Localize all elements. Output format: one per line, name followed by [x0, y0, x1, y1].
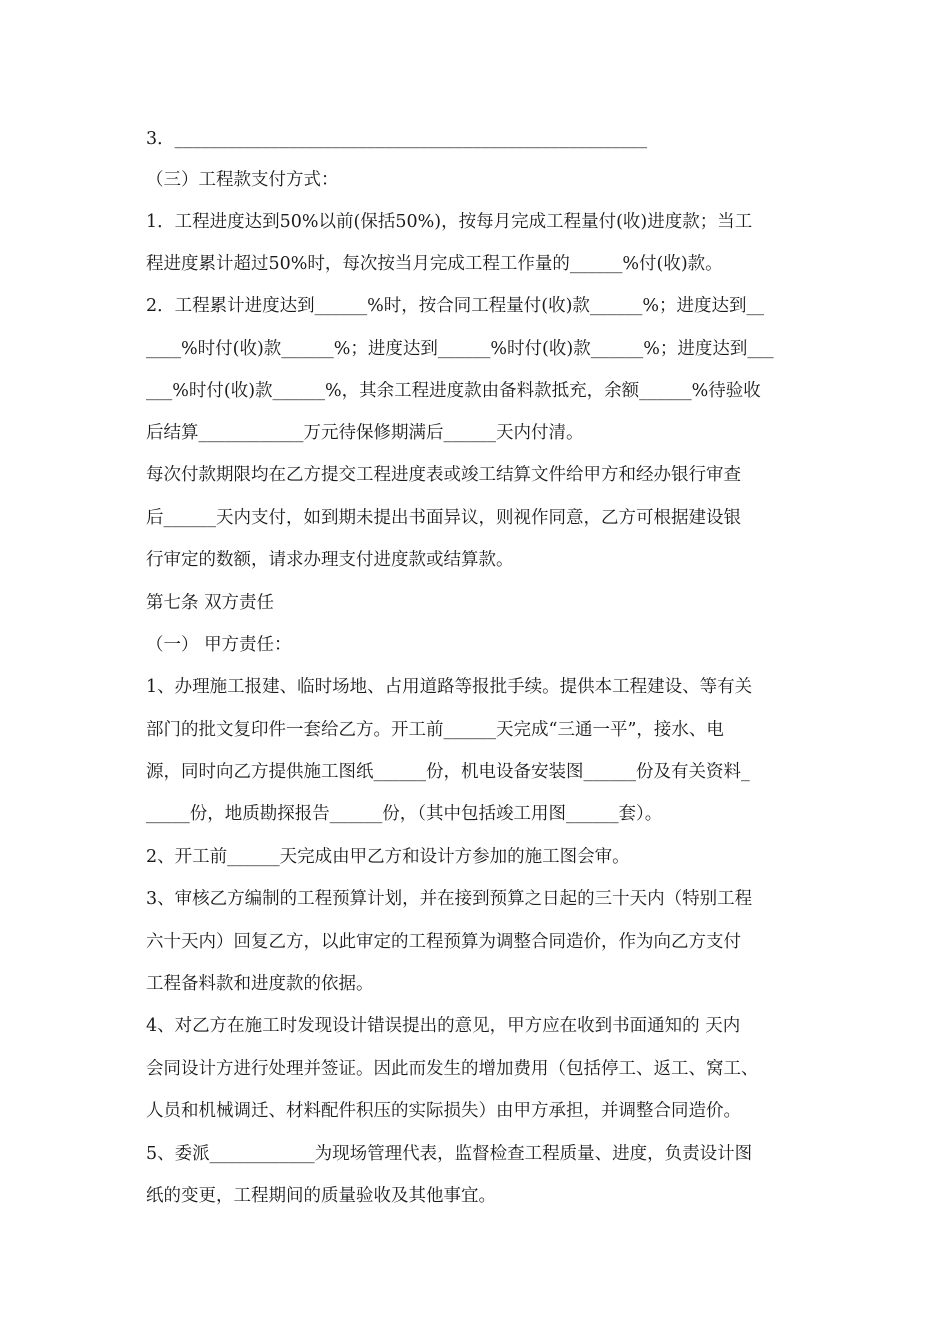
party-a-item-2: 2、开工前______天完成由甲乙方和设计方参加的施工图会审。 [146, 847, 630, 867]
payment-clause-2-line-4: 后结算____________万元待保修期满后______天内付清。 [146, 423, 584, 443]
payment-clause-2-line-2: ____%时付(收)款______%；进度达到______%时付(收)款______%；进度达到___ [146, 339, 774, 359]
party-a-item-1-line-3: 源，同时向乙方提供施工图纸______份，机电设备安装图______份及有关资料_ [146, 762, 750, 782]
party-a-item-1-line-4: _____份，地质勘探报告______份，（其中包括竣工用图______套）。 [146, 804, 663, 824]
party-a-item-4-line-2: 会同设计方进行处理并签证。因此而发生的增加费用（包括停工、返工、窝工、 [146, 1059, 759, 1079]
party-a-responsibility-heading: （一） 甲方责任： [146, 635, 292, 655]
party-a-item-1-line-2: 部门的批文复印件一套给乙方。开工前______天完成“三通一平”，接水、电 [146, 720, 724, 740]
payment-clause-1-line-2: 程进度累计超过50%时，每次按当月完成工程工作量的______%付(收)款。 [146, 254, 723, 274]
party-a-item-3-line-1: 3、审核乙方编制的工程预算计划，并在接到预算之日起的三十天内（特别工程 [146, 889, 753, 909]
payment-period-line-2: 后______天内支付，如到期未提出书面异议，则视作同意，乙方可根据建设银 [146, 508, 741, 528]
payment-clause-2-line-1: 2．工程累计进度达到______%时，按合同工程量付(收)款______%；进度达到__ [146, 296, 765, 316]
party-a-item-4-line-3: 人员和机械调迁、材料配件积压的实际损失）由甲方承担，并调整合同造价。 [146, 1101, 741, 1121]
payment-clause-1-line-1: 1．工程进度达到50%以前(保括50%)，按每月完成工程量付(收)进度款；当工 [146, 212, 753, 232]
item-3-blank-line: 3．______________________________________________________ [146, 129, 648, 149]
party-a-item-4-line-1: 4、对乙方在施工时发现设计错误提出的意见，甲方应在收到书面通知的 天内 [146, 1016, 741, 1036]
party-a-item-5-line-1: 5、委派____________为现场管理代表，监督检查工程质量、进度，负责设计图 [146, 1144, 753, 1164]
party-a-item-3-line-2: 六十天内）回复乙方，以此审定的工程预算为调整合同造价，作为向乙方支付 [146, 932, 741, 952]
party-a-item-1-line-1: 1、办理施工报建、临时场地、占用道路等报批手续。提供本工程建设、等有关 [146, 677, 753, 697]
party-a-item-3-line-3: 工程备料款和进度款的依据。 [146, 974, 374, 994]
party-a-item-5-line-2: 纸的变更，工程期间的质量验收及其他事宜。 [146, 1186, 496, 1206]
payment-period-line-1: 每次付款期限均在乙方提交工程进度表或竣工结算文件给甲方和经办银行审查 [146, 465, 741, 485]
article-7-heading: 第七条 双方责任 [146, 593, 275, 613]
payment-period-line-3: 行审定的数额，请求办理支付进度款或结算款。 [146, 550, 514, 570]
section-payment-method-heading: （三）工程款支付方式： [146, 170, 339, 190]
payment-clause-2-line-3: ___%时付(收)款______%，其余工程进度款由备料款抵充，余额______%待验收 [146, 381, 761, 401]
